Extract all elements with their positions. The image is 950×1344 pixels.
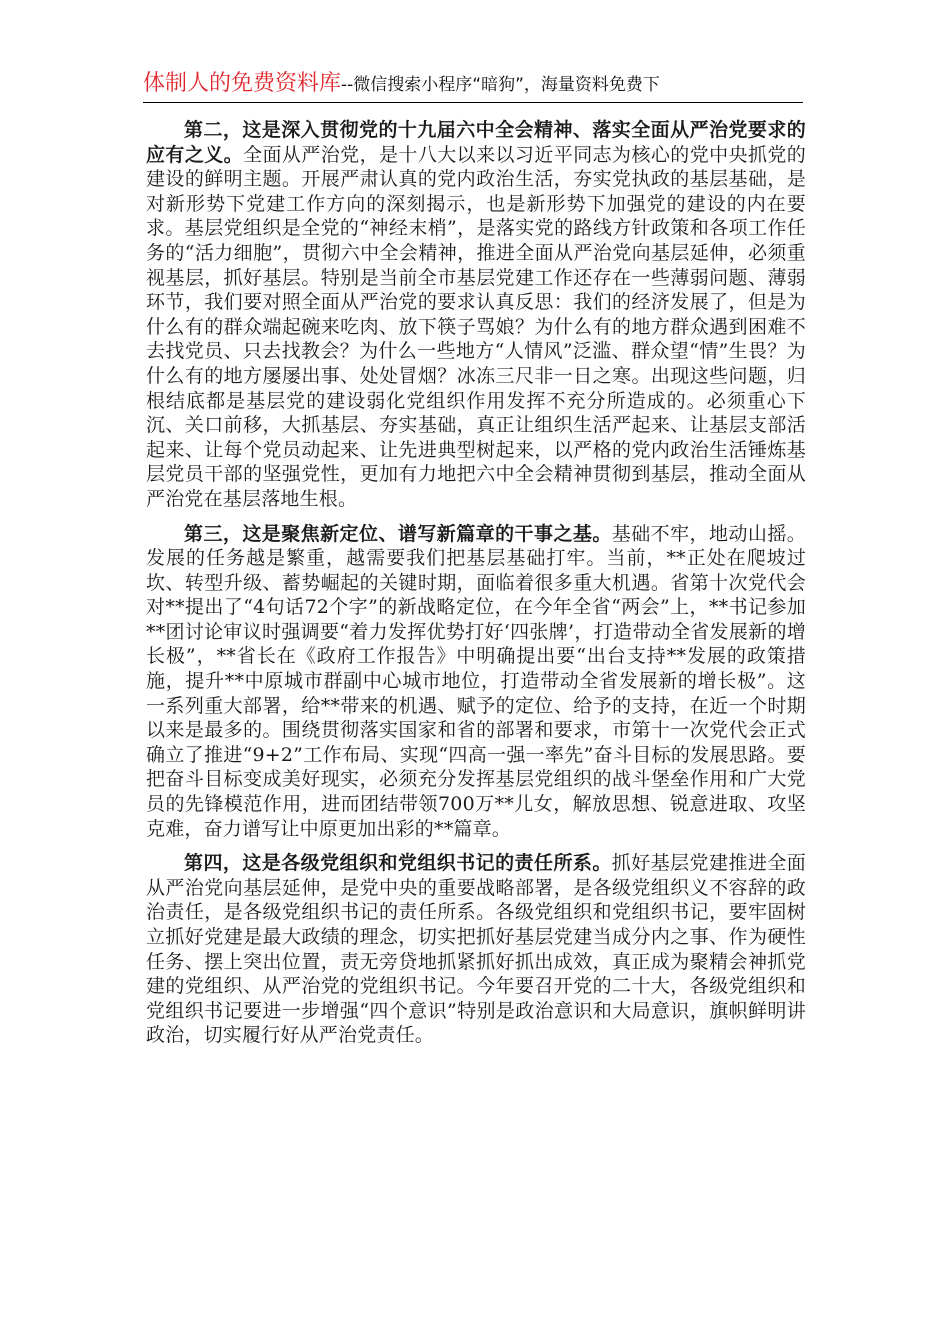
header-brand: 体制人的免费资料库 bbox=[143, 71, 342, 96]
paragraph-text: 全面从严治党，是十八大以来以习近平同志为核心的党中央抓党的建设的鲜明主题。开展严肃认真的党内政治生活，夯实党执政的基层基础，是对新形势下党建工作方向的深刻揭示，也是新形势下加强党的建设的内在要求。基层党组织是全党的“神经末梢”，是落实党的路线方针政策和各项工作任务的“活力细胞”，贯彻六中全会精神，推进全面从严治党向基层延伸，必须重视基层，抓好基层。特别是当前全市基层党建工作还存在一些薄弱问题、薄弱环节，我们要对照全面从严治党的要求认真反思：我们的经济发展了，但是为什么有的群众端起碗来吃肉、放下筷子骂娘？为什么有的地方群众遇到困难不去找党员、只去找教会？为什么一些地方“人情风”泛滥、群众望“情”生畏？为什么有的地方屡屡出事、处处冒烟？冰冻三尺非一日之寒。出现这些问题，归根结底都是基层党的建设弱化党组织作用发挥不充分所造成的。必须重心下沉、关口前移，大抓基层、夯实基础，真正让组织生活严起来、让基层支部活起来、让每个党员动起来、让先进典型树起来，以严格的党内政治生活锤炼基层党员干部的坚强党性，更加有力地把六中全会精神贯彻到基层，推动全面从严治党在基层落地生根。 bbox=[146, 143, 806, 510]
header-tagline: --微信搜索小程序“暗狗”，海量资料免费下 bbox=[341, 75, 660, 95]
paragraph-fourth bbox=[146, 851, 806, 1048]
document-body bbox=[146, 118, 806, 1058]
paragraph-second bbox=[146, 118, 806, 512]
paragraph-third bbox=[146, 522, 806, 842]
paragraph-text: 抓好基层党建推进全面从严治党向基层延伸，是党中央的重要战略部署，是各级党组织义不容辞的政治责任，是各级党组织书记的责任所系。各级党组织和党组织书记，要牢固树立抓好党建是最大政绩的理念，切实把抓好基层党建当成分内之事、作为硬性任务、摆上突出位置，责无旁贷地抓紧抓好抓出成效，真正成为聚精会神抓党建的党组织、从严治党的党组织书记。今年要召开党的二十大，各级党组织和党组织书记要进一步增强“四个意识”特别是政治意识和大局意识，旗帜鲜明讲政治，切实履行好从严治党责任。 bbox=[146, 852, 806, 1047]
paragraph-lead: 第三，这是聚焦新定位、谱写新篇章的干事之基。 bbox=[184, 522, 612, 545]
paragraph-lead: 第二，这是深入贯彻党的十九届六中全会精神、落实全面从严治党要求的应有之义。 bbox=[146, 119, 806, 166]
page-header bbox=[143, 66, 803, 103]
paragraph-text: 基础不牢，地动山摇。发展的任务越是繁重，越需要我们把基层基础打牢。当前，**正处在爬坡过坎、转型升级、蓄势崛起的关键时期，面临着很多重大机遇。省第十次党代会对**提出了“4句话72个字”的新战略定位，在今年全省“两会”上，**书记参加**团讨论审议时强调要“着力发挥优势打好‘四张牌’，打造带动全省发展新的增长极”，**省长在《政府工作报告》中明确提出要“出台支持**发展的政策措施，提升**中原城市群副中心城市地位，打造带动全省发展新的增长极”。这一系列重大部署，给**带来的机遇、赋予的定位、给予的支持，在近一个时期以来是最多的。围绕贯彻落实国家和省的部署和要求，市第十一次党代会正式确立了推进“9+2”工作布局、实现“四高一强一率先”奋斗目标的发展思路。要把奋斗目标变成美好现实，必须充分发挥基层党组织的战斗堡垒作用和广大党员的先锋模范作用，进而团结带领700万**儿女，解放思想、锐意进取、攻坚克难，奋力谱写让中原更加出彩的**篇章。 bbox=[146, 522, 806, 840]
paragraph-lead: 第四，这是各级党组织和党组织书记的责任所系。 bbox=[184, 852, 612, 875]
